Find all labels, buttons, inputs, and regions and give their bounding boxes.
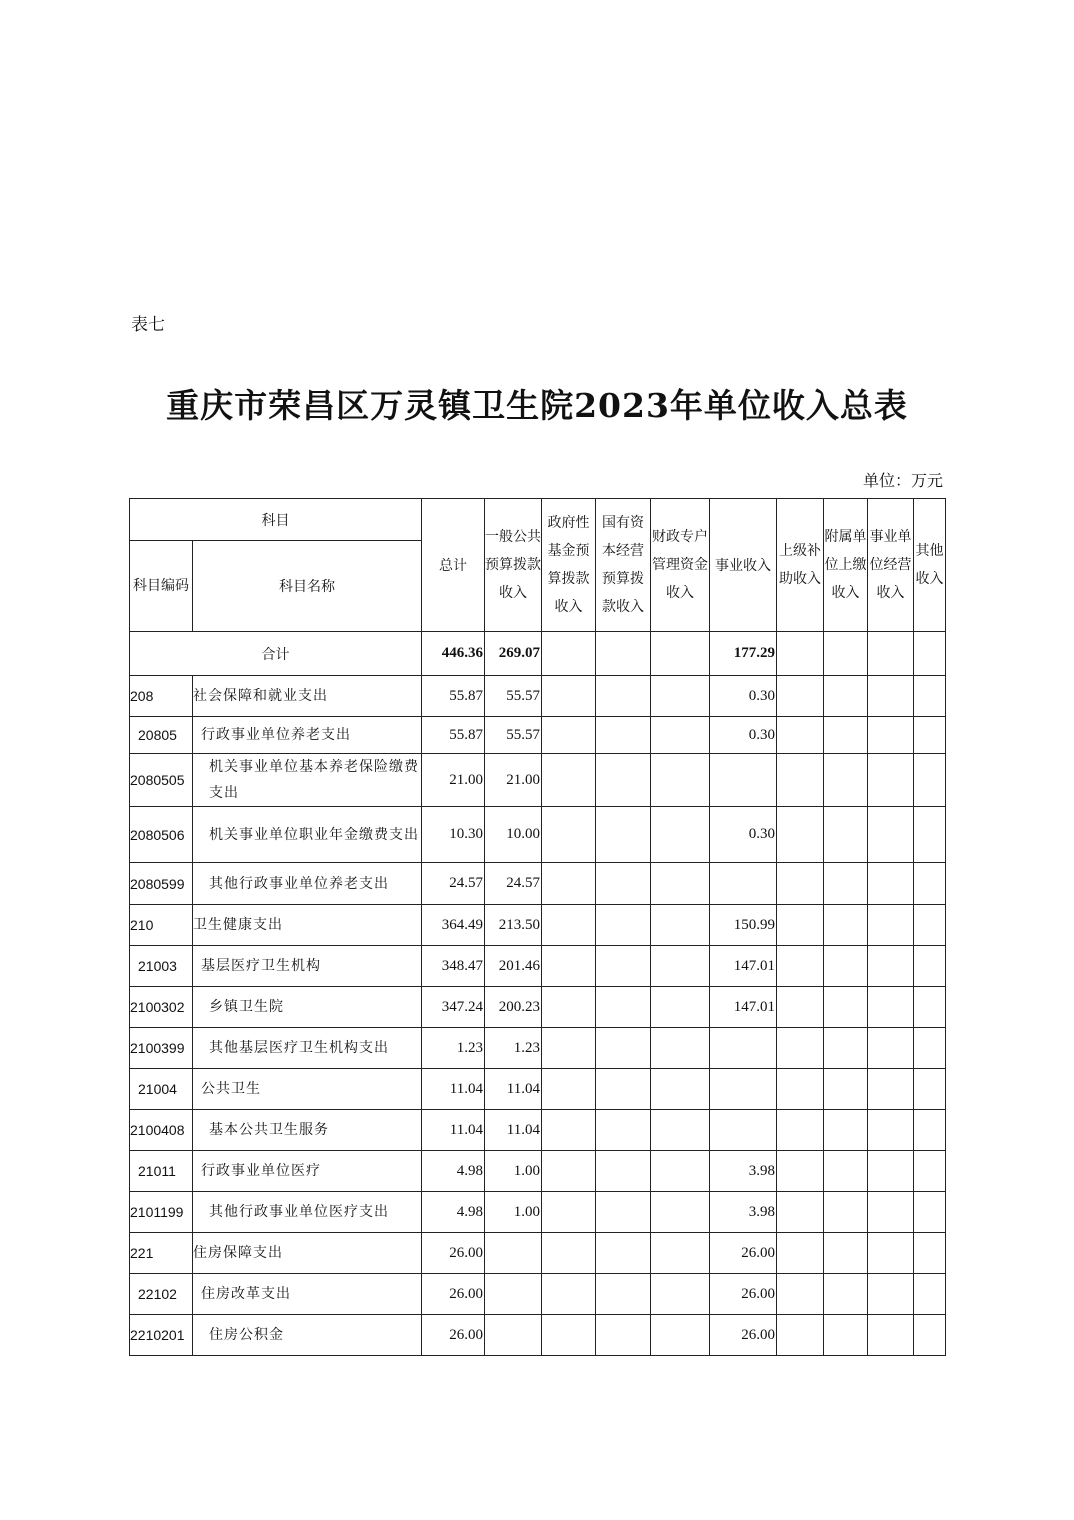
subject-name-cell: 其他行政事业单位养老支出 — [193, 863, 422, 905]
subject-name-cell: 公共卫生 — [193, 1069, 422, 1110]
cell-business-income — [710, 1110, 777, 1151]
cell-special-account — [651, 987, 710, 1028]
cell-superior-subsidy — [777, 717, 824, 754]
subject-code-cell: 221 — [130, 1233, 193, 1274]
income-summary-table — [129, 498, 946, 1356]
table-row — [130, 987, 946, 1028]
summary-business-income: 177.29 — [710, 632, 777, 676]
header-general-budget: 一般公共预算拨款收入 — [485, 499, 542, 632]
subject-code-cell: 2210201 — [130, 1315, 193, 1356]
cell-other-income — [914, 946, 946, 987]
cell-operating-income — [868, 987, 914, 1028]
cell-special-account — [651, 905, 710, 946]
cell-special-account — [651, 676, 710, 717]
cell-general-budget — [485, 1274, 542, 1315]
cell-total: 11.04 — [422, 1069, 485, 1110]
cell-state-capital — [596, 676, 651, 717]
cell-superior-subsidy — [777, 754, 824, 807]
cell-gov-fund — [542, 754, 596, 807]
cell-affiliated-income — [824, 1192, 868, 1233]
table-row — [130, 1233, 946, 1274]
cell-total: 11.04 — [422, 1110, 485, 1151]
header-business-income: 事业收入 — [710, 499, 777, 632]
cell-other-income — [914, 1192, 946, 1233]
summary-superior-subsidy — [777, 632, 824, 676]
table-row — [130, 1110, 946, 1151]
cell-superior-subsidy — [777, 1069, 824, 1110]
cell-gov-fund — [542, 1028, 596, 1069]
cell-gov-fund — [542, 1315, 596, 1356]
cell-business-income: 26.00 — [710, 1274, 777, 1315]
cell-other-income — [914, 1233, 946, 1274]
cell-operating-income — [868, 807, 914, 863]
cell-business-income: 150.99 — [710, 905, 777, 946]
cell-special-account — [651, 1274, 710, 1315]
table-row — [130, 807, 946, 863]
cell-gov-fund — [542, 1192, 596, 1233]
cell-affiliated-income — [824, 1233, 868, 1274]
cell-total: 55.87 — [422, 676, 485, 717]
cell-other-income — [914, 1028, 946, 1069]
header-special-account: 财政专户管理资金收入 — [651, 499, 710, 632]
table-row — [130, 1315, 946, 1356]
cell-business-income: 0.30 — [710, 717, 777, 754]
header-subject-code: 科目编码 — [130, 541, 193, 632]
subject-name-cell: 行政事业单位养老支出 — [193, 717, 422, 754]
subject-name-cell: 其他基层医疗卫生机构支出 — [193, 1028, 422, 1069]
cell-state-capital — [596, 1233, 651, 1274]
table-row — [130, 905, 946, 946]
cell-total: 26.00 — [422, 1233, 485, 1274]
cell-special-account — [651, 1028, 710, 1069]
cell-special-account — [651, 863, 710, 905]
cell-gov-fund — [542, 717, 596, 754]
cell-affiliated-income — [824, 863, 868, 905]
cell-business-income: 147.01 — [710, 946, 777, 987]
cell-gov-fund — [542, 946, 596, 987]
cell-affiliated-income — [824, 676, 868, 717]
cell-special-account — [651, 807, 710, 863]
cell-general-budget: 21.00 — [485, 754, 542, 807]
table-row — [130, 1069, 946, 1110]
cell-superior-subsidy — [777, 1274, 824, 1315]
cell-superior-subsidy — [777, 1315, 824, 1356]
cell-business-income: 0.30 — [710, 807, 777, 863]
subject-code-cell: 2080506 — [130, 807, 193, 863]
subject-code-cell: 2100302 — [130, 987, 193, 1028]
cell-operating-income — [868, 863, 914, 905]
cell-total: 347.24 — [422, 987, 485, 1028]
cell-state-capital — [596, 1069, 651, 1110]
table-row — [130, 1192, 946, 1233]
summary-state-capital — [596, 632, 651, 676]
cell-superior-subsidy — [777, 1028, 824, 1069]
table-row — [130, 754, 946, 807]
summary-label: 合计 — [130, 632, 422, 676]
subject-name-cell: 住房改革支出 — [193, 1274, 422, 1315]
table-label: 表七 — [131, 315, 165, 335]
cell-gov-fund — [542, 1151, 596, 1192]
cell-total: 21.00 — [422, 754, 485, 807]
cell-operating-income — [868, 1192, 914, 1233]
cell-gov-fund — [542, 987, 596, 1028]
cell-business-income: 26.00 — [710, 1315, 777, 1356]
subject-name-cell: 社会保障和就业支出 — [193, 676, 422, 717]
cell-superior-subsidy — [777, 946, 824, 987]
cell-affiliated-income — [824, 717, 868, 754]
cell-business-income — [710, 754, 777, 807]
summary-row — [130, 632, 946, 676]
subject-code-cell: 210 — [130, 905, 193, 946]
cell-superior-subsidy — [777, 1233, 824, 1274]
summary-operating-income — [868, 632, 914, 676]
cell-state-capital — [596, 863, 651, 905]
subject-name-cell: 基本公共卫生服务 — [193, 1110, 422, 1151]
cell-operating-income — [868, 905, 914, 946]
cell-special-account — [651, 1151, 710, 1192]
cell-other-income — [914, 1315, 946, 1356]
table-row — [130, 717, 946, 754]
subject-name-cell: 乡镇卫生院 — [193, 987, 422, 1028]
header-other-income: 其他收入 — [914, 499, 946, 632]
cell-superior-subsidy — [777, 905, 824, 946]
cell-affiliated-income — [824, 905, 868, 946]
header-state-capital: 国有资本经营预算拨款收入 — [596, 499, 651, 632]
cell-gov-fund — [542, 863, 596, 905]
cell-general-budget: 1.00 — [485, 1192, 542, 1233]
cell-operating-income — [868, 1110, 914, 1151]
cell-operating-income — [868, 676, 914, 717]
cell-general-budget — [485, 1315, 542, 1356]
cell-special-account — [651, 1110, 710, 1151]
subject-name-cell: 其他行政事业单位医疗支出 — [193, 1192, 422, 1233]
header-subject-name: 科目名称 — [193, 541, 422, 632]
cell-general-budget: 10.00 — [485, 807, 542, 863]
subject-code-cell: 2100408 — [130, 1110, 193, 1151]
cell-total: 55.87 — [422, 717, 485, 754]
cell-other-income — [914, 905, 946, 946]
cell-business-income: 26.00 — [710, 1233, 777, 1274]
cell-general-budget: 213.50 — [485, 905, 542, 946]
cell-gov-fund — [542, 1069, 596, 1110]
subject-code-cell: 2080505 — [130, 754, 193, 807]
cell-operating-income — [868, 717, 914, 754]
cell-state-capital — [596, 946, 651, 987]
header-affiliated-income: 附属单位上缴收入 — [824, 499, 868, 632]
subject-code-cell: 22102 — [130, 1274, 193, 1315]
cell-superior-subsidy — [777, 987, 824, 1028]
cell-operating-income — [868, 1069, 914, 1110]
cell-state-capital — [596, 1110, 651, 1151]
cell-general-budget: 1.23 — [485, 1028, 542, 1069]
subject-code-cell: 2101199 — [130, 1192, 193, 1233]
header-operating-income: 事业单位经营收入 — [868, 499, 914, 632]
subject-code-cell: 2100399 — [130, 1028, 193, 1069]
cell-affiliated-income — [824, 807, 868, 863]
cell-special-account — [651, 754, 710, 807]
cell-general-budget: 55.57 — [485, 676, 542, 717]
cell-state-capital — [596, 1192, 651, 1233]
summary-general-budget: 269.07 — [485, 632, 542, 676]
cell-special-account — [651, 1315, 710, 1356]
cell-other-income — [914, 1151, 946, 1192]
subject-code-cell: 21004 — [130, 1069, 193, 1110]
cell-total: 348.47 — [422, 946, 485, 987]
subject-name-cell: 行政事业单位医疗 — [193, 1151, 422, 1192]
cell-other-income — [914, 717, 946, 754]
cell-business-income — [710, 863, 777, 905]
cell-affiliated-income — [824, 946, 868, 987]
cell-affiliated-income — [824, 1069, 868, 1110]
cell-total: 4.98 — [422, 1151, 485, 1192]
cell-affiliated-income — [824, 1315, 868, 1356]
cell-total: 24.57 — [422, 863, 485, 905]
subject-code-cell: 21011 — [130, 1151, 193, 1192]
header-total: 总计 — [422, 499, 485, 632]
cell-business-income — [710, 1069, 777, 1110]
cell-state-capital — [596, 987, 651, 1028]
subject-code-cell: 208 — [130, 676, 193, 717]
cell-superior-subsidy — [777, 1192, 824, 1233]
subject-name-cell: 基层医疗卫生机构 — [193, 946, 422, 987]
summary-gov-fund — [542, 632, 596, 676]
cell-total: 26.00 — [422, 1274, 485, 1315]
header-superior-subsidy: 上级补助收入 — [777, 499, 824, 632]
cell-general-budget: 200.23 — [485, 987, 542, 1028]
cell-operating-income — [868, 754, 914, 807]
cell-other-income — [914, 1069, 946, 1110]
cell-other-income — [914, 987, 946, 1028]
cell-state-capital — [596, 754, 651, 807]
subject-name-cell: 卫生健康支出 — [193, 905, 422, 946]
cell-business-income — [710, 1028, 777, 1069]
cell-operating-income — [868, 1315, 914, 1356]
cell-state-capital — [596, 905, 651, 946]
cell-special-account — [651, 1192, 710, 1233]
cell-other-income — [914, 676, 946, 717]
cell-special-account — [651, 946, 710, 987]
cell-other-income — [914, 863, 946, 905]
cell-general-budget: 24.57 — [485, 863, 542, 905]
table-row — [130, 1028, 946, 1069]
cell-gov-fund — [542, 1233, 596, 1274]
subject-code-cell: 20805 — [130, 717, 193, 754]
header-gov-fund: 政府性基金预算拨款收入 — [542, 499, 596, 632]
cell-general-budget: 55.57 — [485, 717, 542, 754]
cell-business-income: 147.01 — [710, 987, 777, 1028]
unit-label: 单位：万元 — [862, 471, 943, 490]
cell-superior-subsidy — [777, 807, 824, 863]
cell-total: 26.00 — [422, 1315, 485, 1356]
cell-operating-income — [868, 1028, 914, 1069]
cell-state-capital — [596, 1028, 651, 1069]
cell-other-income — [914, 1110, 946, 1151]
table-row — [130, 1274, 946, 1315]
cell-affiliated-income — [824, 1151, 868, 1192]
cell-gov-fund — [542, 1274, 596, 1315]
summary-affiliated-income — [824, 632, 868, 676]
subject-name-cell: 住房公积金 — [193, 1315, 422, 1356]
cell-state-capital — [596, 807, 651, 863]
cell-gov-fund — [542, 807, 596, 863]
cell-operating-income — [868, 1233, 914, 1274]
cell-state-capital — [596, 1151, 651, 1192]
cell-other-income — [914, 807, 946, 863]
cell-general-budget: 11.04 — [485, 1110, 542, 1151]
cell-business-income: 0.30 — [710, 676, 777, 717]
cell-business-income: 3.98 — [710, 1192, 777, 1233]
cell-operating-income — [868, 1274, 914, 1315]
cell-superior-subsidy — [777, 676, 824, 717]
cell-special-account — [651, 1069, 710, 1110]
cell-superior-subsidy — [777, 863, 824, 905]
cell-total: 364.49 — [422, 905, 485, 946]
summary-special-account — [651, 632, 710, 676]
cell-affiliated-income — [824, 1028, 868, 1069]
table-row — [130, 863, 946, 905]
subject-name-cell: 住房保障支出 — [193, 1233, 422, 1274]
cell-state-capital — [596, 1274, 651, 1315]
cell-superior-subsidy — [777, 1151, 824, 1192]
document-title: 重庆市荣昌区万灵镇卫生院2023年单位收入总表 — [166, 386, 908, 425]
cell-affiliated-income — [824, 754, 868, 807]
cell-total: 1.23 — [422, 1028, 485, 1069]
cell-general-budget: 11.04 — [485, 1069, 542, 1110]
cell-operating-income — [868, 1151, 914, 1192]
cell-state-capital — [596, 1315, 651, 1356]
cell-affiliated-income — [824, 987, 868, 1028]
cell-affiliated-income — [824, 1274, 868, 1315]
cell-operating-income — [868, 946, 914, 987]
summary-other-income — [914, 632, 946, 676]
header-subject: 科目 — [130, 499, 422, 541]
cell-total: 4.98 — [422, 1192, 485, 1233]
table-row — [130, 676, 946, 717]
cell-general-budget: 201.46 — [485, 946, 542, 987]
cell-special-account — [651, 717, 710, 754]
subject-code-cell: 2080599 — [130, 863, 193, 905]
subject-name-cell: 机关事业单位职业年金缴费支出 — [193, 807, 422, 863]
cell-gov-fund — [542, 905, 596, 946]
cell-total: 10.30 — [422, 807, 485, 863]
subject-code-cell: 21003 — [130, 946, 193, 987]
cell-other-income — [914, 1274, 946, 1315]
cell-other-income — [914, 754, 946, 807]
cell-affiliated-income — [824, 1110, 868, 1151]
cell-general-budget: 1.00 — [485, 1151, 542, 1192]
table-row — [130, 946, 946, 987]
cell-gov-fund — [542, 676, 596, 717]
summary-total: 446.36 — [422, 632, 485, 676]
subject-name-cell: 机关事业单位基本养老保险缴费支出 — [193, 754, 422, 807]
cell-gov-fund — [542, 1110, 596, 1151]
cell-superior-subsidy — [777, 1110, 824, 1151]
cell-business-income: 3.98 — [710, 1151, 777, 1192]
cell-state-capital — [596, 717, 651, 754]
cell-special-account — [651, 1233, 710, 1274]
cell-general-budget — [485, 1233, 542, 1274]
table-row — [130, 1151, 946, 1192]
